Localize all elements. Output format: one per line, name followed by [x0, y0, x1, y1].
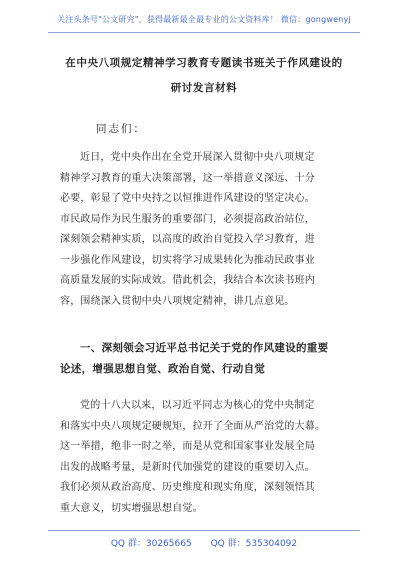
footer-divider — [48, 530, 360, 531]
footer-qq-group-2: QQ 群：535304092 — [210, 539, 298, 549]
page-header — [0, 0, 408, 40]
paragraph-line: 深刻领会精神实质，以高度的政治自觉投入学习教育，进 — [60, 234, 315, 245]
paragraph-line: 党的十八大以来，以习近平同志为核心的党中央制定 — [80, 400, 315, 411]
paragraph-section-1 — [60, 396, 350, 519]
paragraph-line: 我们必须从政治高度、历史维度和现实角度，深刻领悟其 — [60, 482, 315, 493]
heading-line: 论述，增强思想自觉、政治自觉、行动自觉 — [60, 363, 266, 375]
document-title-line-1: 在中央八项规定精神学习教育专题读书班关于作风建设的 — [65, 57, 343, 69]
footer-qq-group-1: QQ 群：30265665 — [110, 539, 192, 549]
header-promo-text: 关注头条号"公文研究"，获得最新最全最专业的公文资料库！ 微信：gongwenyj — [57, 15, 351, 24]
page-footer — [0, 536, 408, 549]
heading-line: 一、深刻领会习近平总书记关于党的作风建设的重要 — [80, 342, 329, 354]
paragraph-line: 精神学习教育的重大决策部署，这一举措意义深远、十分 — [60, 172, 315, 184]
document-title-line-2: 研讨发言材料 — [170, 82, 238, 94]
paragraph-line: 这一举措，绝非一时之举，而是从党和国家事业发展全局 — [60, 441, 315, 452]
paragraph-line: 一步强化作风建设，切实将学习成果转化为推动民政事业 — [60, 254, 315, 266]
paragraph-intro — [60, 148, 350, 312]
paragraph-line: 高质量发展的实际成效。借此机会，我结合本次读书班内 — [60, 275, 315, 286]
section-heading-1 — [60, 338, 356, 380]
salutation: 同志们： — [96, 123, 146, 135]
header-divider — [48, 32, 360, 33]
paragraph-line: 重大意义，切实增强思想自觉。 — [60, 502, 203, 514]
paragraph-line: 出发的战略考量，是新时代加强党的建设的重要切入点。 — [60, 461, 315, 473]
paragraph-line: 和落实中央八项规定硬规矩，拉开了全面从严治党的大幕。 — [60, 420, 326, 432]
paragraph-line: 容，围绕深入贯彻中央八项规定精神，讲几点意见。 — [60, 295, 295, 307]
paragraph-line: 必要，彰显了党中央持之以恒推进作风建设的坚定决心。 — [60, 193, 315, 204]
paragraph-line: 近日，党中央作出在全党开展深入贯彻中央八项规定 — [80, 152, 315, 163]
paragraph-line: 市民政局作为民生服务的重要部门，必须提高政治站位， — [60, 213, 315, 225]
